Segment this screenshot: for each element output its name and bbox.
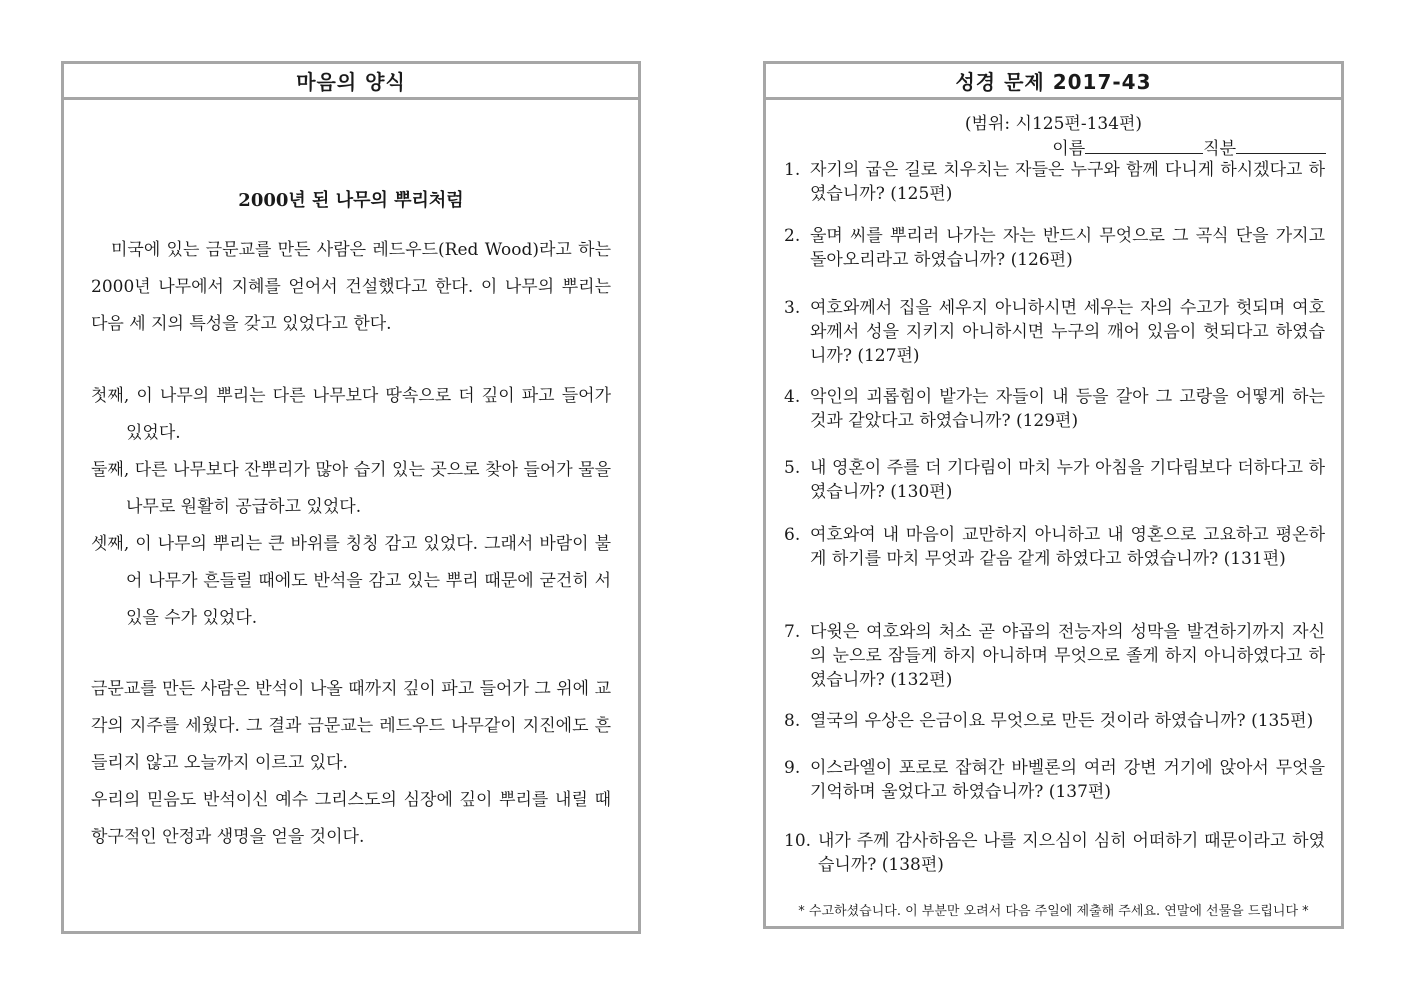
question-number: 8. <box>784 711 801 731</box>
essay-point-2: 둘째, 다른 나무보다 잔뿌리가 많아 습기 있는 곳으로 찾아 들어가 물을 나무로 원활히 공급하고 있었다. <box>91 460 611 517</box>
essay-conclusion-2: 우리의 믿음도 반석이신 예수 그리스도의 심장에 깊이 뿌리를 내릴 때 항구적인 안정과 생명을 얻을 것이다. <box>91 790 611 847</box>
question-text: 내가 주께 감사하옴은 나를 지으심이 심히 어떠하기 때문이라고 하였습니까? (138편) <box>818 831 1325 875</box>
question-text: 이스라엘이 포로로 잡혀간 바벨론의 여러 강변 거기에 앉아서 무엇을 기억하며 울었다고 하였습니까? (137편) <box>810 758 1325 802</box>
essay-points <box>91 378 611 637</box>
question-7 <box>784 620 1325 692</box>
essay-point-1: 첫째, 이 나무의 뿌리는 다른 나무보다 땅속으로 더 깊이 파고 들어가 있었다. <box>91 386 611 443</box>
question-number: 5. <box>784 458 801 478</box>
quiz-header: 성경 문제 2017-43 <box>766 64 1341 100</box>
question-number: 1. <box>784 160 801 180</box>
question-number: 9. <box>784 758 801 778</box>
question-8 <box>784 709 1325 733</box>
essay-conclusion-1: 금문교를 만든 사람은 반석이 나올 때까지 깊이 파고 들어가 그 위에 교각의 지주를 세웠다. 그 결과 금문교는 레드우드 나무같이 지진에도 흔들리지 않고 오늘까지 이르고 있다. <box>91 679 611 773</box>
title-label: 직분 <box>1203 139 1236 159</box>
question-text: 내 영혼이 주를 더 기다림이 마치 누가 아침을 기다림보다 더하다고 하였습니까? (130편) <box>810 458 1325 502</box>
name-title-row <box>1052 134 1326 159</box>
essay-title: 2000년 된 나무의 뿌리처럼 <box>238 190 464 211</box>
question-text: 여호와께서 집을 세우지 아니하시면 세우는 자의 수고가 헛되며 여호와께서 성을 지키지 아니하시면 누구의 깨어 있음이 헛되다고 하였습니까? (127편) <box>810 298 1325 366</box>
question-number: 10. <box>784 831 812 851</box>
question-2 <box>784 224 1325 272</box>
name-label: 이름 <box>1052 139 1086 159</box>
question-6 <box>784 523 1325 571</box>
question-1 <box>784 158 1325 206</box>
essay-conclusion <box>91 671 611 856</box>
question-number: 4. <box>784 387 801 407</box>
question-text: 악인의 괴롭힘이 밭가는 자들이 내 등을 갈아 그 고랑을 어떻게 하는 것과 같았다고 하였습니까? (129편) <box>810 387 1325 431</box>
quiz-range: (범위: 시125편-134편) <box>964 114 1143 134</box>
question-text: 울며 씨를 뿌리러 나가는 자는 반드시 무엇으로 그 곡식 단을 가지고 돌아오리라고 하였습니까? (126편) <box>810 226 1325 270</box>
bible-quiz-panel <box>763 61 1344 929</box>
question-number: 7. <box>784 622 801 642</box>
footnote: * 수고하셨습니다. 이 부분만 오려서 다음 주일에 제출해 주세요. 연말에 선물을 드립니다 * <box>798 904 1309 919</box>
reflection-panel <box>61 61 641 934</box>
question-text: 다윗은 여호와의 처소 곧 야곱의 전능자의 성막을 발견하기까지 자신의 눈으로 잠들게 하지 아니하며 무엇으로 졸게 하지 아니하였다고 하였습니까? (132편) <box>810 622 1325 690</box>
title-blank[interactable] <box>1236 137 1326 154</box>
essay-intro-block <box>91 232 611 343</box>
question-9 <box>784 756 1325 804</box>
question-number: 6. <box>784 525 801 545</box>
question-text: 열국의 우상은 은금이요 무엇으로 만든 것이라 하였습니까? (135편) <box>810 711 1314 731</box>
question-10 <box>784 829 1325 877</box>
question-number: 2. <box>784 226 801 246</box>
name-blank[interactable] <box>1085 137 1203 154</box>
essay-intro: 미국에 있는 금문교를 만든 사람은 레드우드(Red Wood)라고 하는 2000년 나무에서 지혜를 얻어서 건설했다고 한다. 이 나무의 뿌리는 다음 세 지의 특성을 갖고 있었다고 한다. <box>91 240 611 334</box>
question-3 <box>784 296 1325 368</box>
question-text: 여호와여 내 마음이 교만하지 아니하고 내 영혼으로 고요하고 평온하게 하기를 마치 무엇과 같음 같게 하였다고 하였습니까? (131편) <box>810 525 1325 569</box>
reflection-header: 마음의 양식 <box>64 64 638 100</box>
question-4 <box>784 385 1325 433</box>
question-text: 자기의 굽은 길로 치우치는 자들은 누구와 함께 다니게 하시겠다고 하였습니까? (125편) <box>810 160 1325 204</box>
essay-point-3: 셋째, 이 나무의 뿌리는 큰 바위를 칭칭 감고 있었다. 그래서 바람이 불어 나무가 흔들릴 때에도 반석을 감고 있는 뿌리 때문에 굳건히 서있을 수가 있었다. <box>91 534 611 628</box>
question-5 <box>784 456 1325 504</box>
question-number: 3. <box>784 298 801 318</box>
